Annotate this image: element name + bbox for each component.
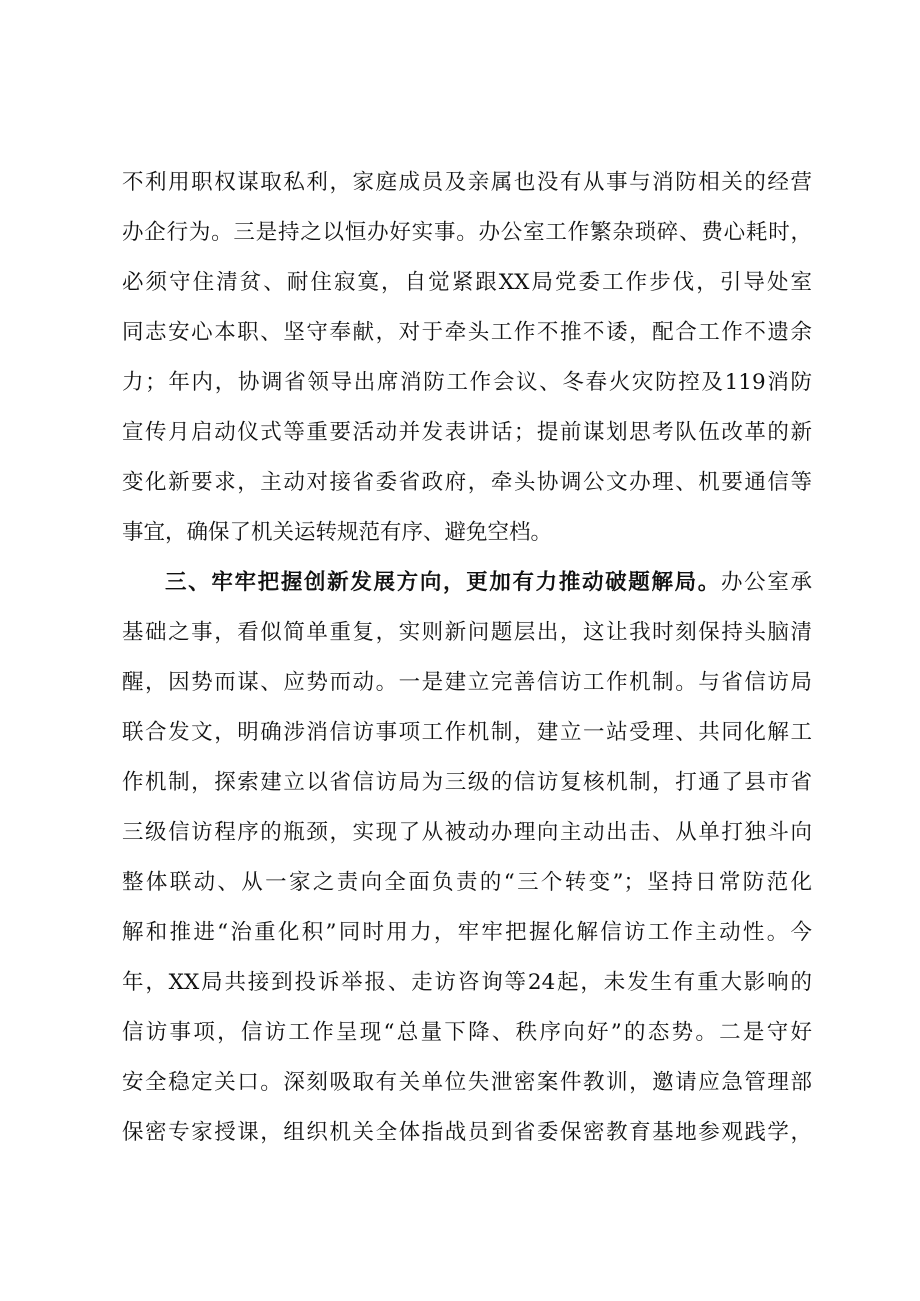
text-line: 年，XX局共接到投诉举报、走访咨询等24起，未发生有重大影响的 — [122, 970, 812, 995]
text-line: 解和推进“治重化积”同时用力，牢牢把握化解信访工作主动性。今 — [122, 920, 812, 945]
text-line: 基础之事，看似简单重复，实则新问题层出，这让我时刻保持头脑清 — [122, 620, 812, 645]
text-line: 同志安心本职、坚守奉献，对于牵头工作不推不诿，配合工作不遗余 — [122, 320, 812, 345]
text-line: 安全稳定关口。深刻吸取有关单位失泄密案件教训，邀请应急管理部 — [122, 1070, 812, 1095]
text-line: 办企行为。三是持之以恒办好实事。办公室工作繁杂琐碎、费心耗时， — [122, 220, 812, 245]
text-line: 信访事项，信访工作呈现“总量下降、秩序向好”的态势。二是守好 — [122, 1020, 812, 1045]
text-line: 三级信访程序的瓶颈，实现了从被动办理向主动出击、从单打独斗向 — [122, 820, 812, 845]
section-heading: 三、牢牢把握创新发展方向，更加有力推动破题解局。 — [165, 570, 721, 595]
text-line: 事宜，确保了机关运转规范有序、避免空档。 — [122, 520, 553, 545]
text-line: 保密专家授课，组织机关全体指战员到省委保密教育基地参观践学， — [122, 1120, 812, 1145]
text-line: 不利用职权谋取私利，家庭成员及亲属也没有从事与消防相关的经营 — [122, 170, 812, 195]
text-line: 必须守住清贫、耐住寂寞，自觉紧跟XX局党委工作步伐，引导处室 — [122, 270, 812, 295]
text-line: 整体联动、从一家之责向全面负责的“三个转变”；坚持日常防范化 — [122, 870, 812, 895]
section-heading-line — [122, 558, 812, 608]
text-line: 联合发文，明确涉消信访事项工作机制，建立一站受理、共同化解工 — [122, 720, 812, 745]
text-line: 醒，因势而谋、应势而动。一是建立完善信访工作机制。与省信访局 — [122, 670, 812, 695]
heading-line-rest: 办公室承 — [720, 570, 812, 595]
text-line: 变化新要求，主动对接省委省政府，牵头协调公文办理、机要通信等 — [122, 470, 812, 495]
text-line: 作机制，探索建立以省信访局为三级的信访复核机制，打通了县市省 — [122, 770, 812, 795]
body-text — [122, 158, 812, 1158]
text-line: 宣传月启动仪式等重要活动并发表讲话；提前谋划思考队伍改革的新 — [122, 420, 812, 445]
text-line: 力；年内，协调省领导出席消防工作会议、冬春火灾防控及119消防 — [122, 370, 812, 395]
